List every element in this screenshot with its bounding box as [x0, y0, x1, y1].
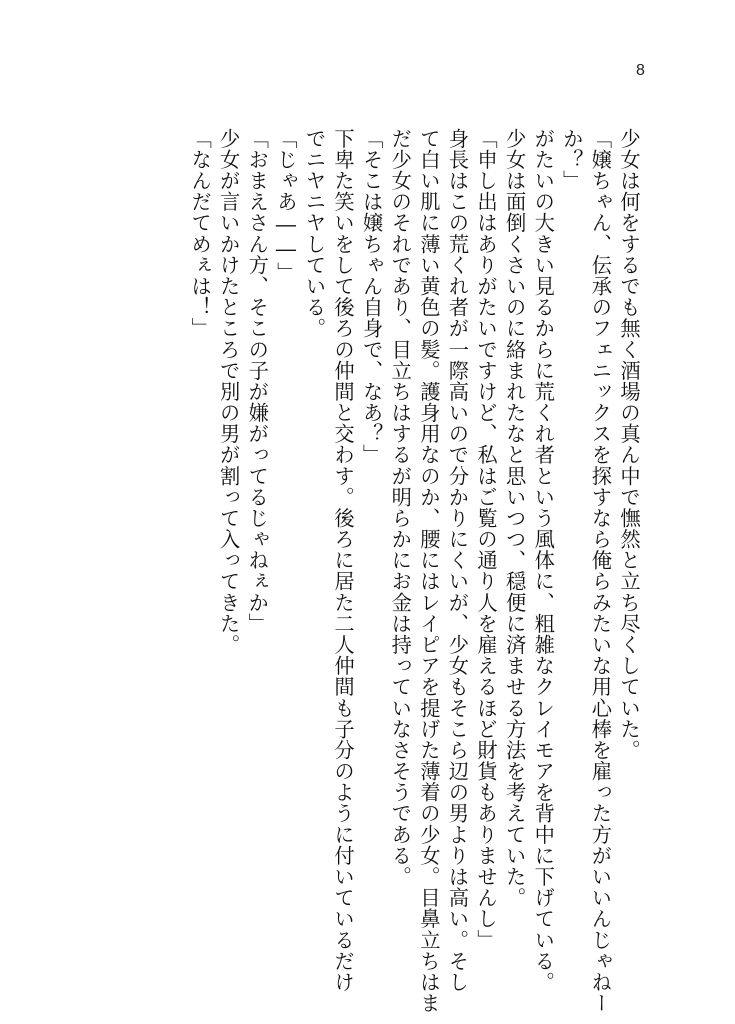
- text-line: 少女は面倒くさいのに絡まれたなと思いつつ、穏便に済ませる方法を考えていた。: [502, 128, 527, 909]
- text-line: 少女は何をするでも無く酒場の真ん中で憮然と立ち尽くしていた。: [617, 128, 641, 761]
- text-line: か？」: [559, 128, 584, 192]
- text-line: て白い肌に薄い黄色の髪。護身用なのか、腰にはレイピアを提げた薄着の少女。目鼻立ちはま: [416, 128, 441, 1014]
- text-line: 身長はこの荒くれ者が一際高いので分かりにくいが、少女もそこら辺の男よりは高い。そし: [445, 128, 470, 993]
- text-line: 「そこは嬢ちゃん自身で、なあ？」: [359, 128, 384, 466]
- page-number: 8: [636, 62, 645, 79]
- text-line: がたいの大きい見るからに荒くれ者という風体に、粗雑なクレイモアを背中に下げている。: [531, 128, 556, 993]
- text-line: 「なんだてめぇは！」: [188, 128, 213, 339]
- text-line: 「申し出はありがたいですけど、私はご覧の通り人を雇えるほど財貨もありませんし」: [474, 128, 499, 951]
- vertical-text-body: [186, 128, 644, 1014]
- text-line: 下卑た笑いをして後ろの仲間と交わす。後ろに居た二人仲間も子分のように付いているだけ: [331, 128, 356, 993]
- text-line: 「嬢ちゃん、伝承のフェニックスを探すなら俺らみたいな用心棒を雇った方がいいんじゃねー: [588, 128, 613, 1014]
- text-line: 「じゃあ――」: [273, 128, 298, 284]
- text-line: だ少女のそれであり、目立ちはするが明らかにお金は持っていなさそうである。: [388, 128, 413, 888]
- text-line: でニヤニヤしている。: [302, 128, 327, 339]
- text-line: 「おまえさん方、そこの子が嫌がってるじゃねぇか」: [245, 128, 270, 635]
- text-line: 少女が言いかけたところで別の男が割って入ってきた。: [216, 128, 241, 656]
